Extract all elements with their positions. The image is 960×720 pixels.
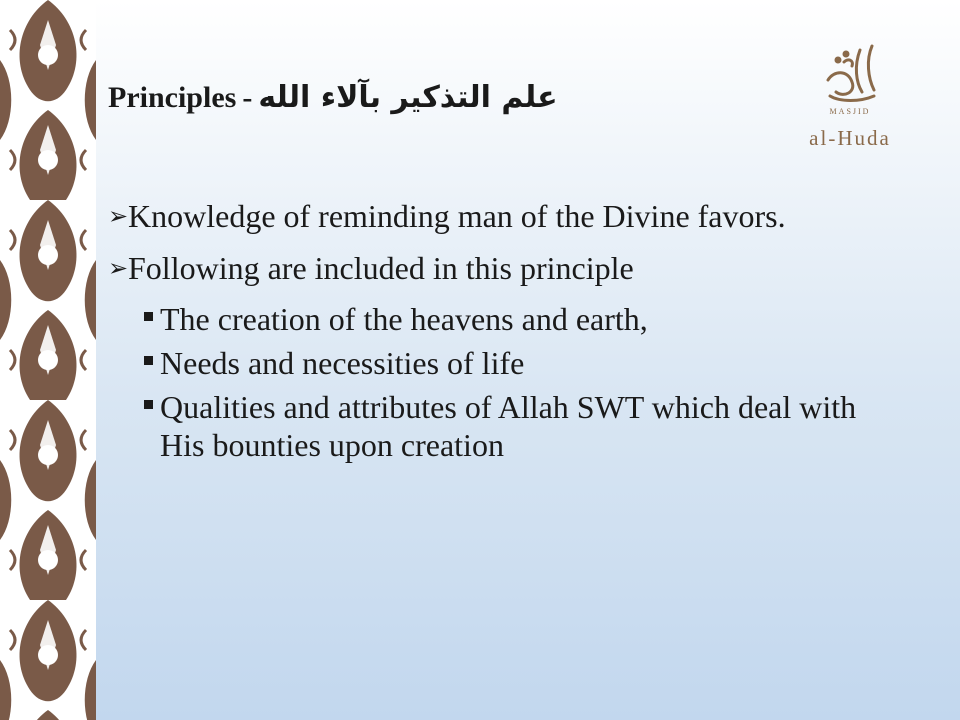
logo-brand-name: al-Huda	[809, 126, 891, 150]
square-bullet-icon	[144, 400, 153, 409]
square-bullet-icon	[144, 312, 153, 321]
list-item	[108, 196, 908, 236]
sub-list-item-text: Qualities and attributes of Allah SWT which deal with His bounties upon creation	[160, 389, 857, 463]
list-item	[108, 248, 908, 288]
sub-list-item	[108, 344, 908, 382]
sub-list-item-text: The creation of the heavens and earth,	[160, 301, 648, 337]
decorative-border-pattern	[0, 0, 96, 720]
slide-title	[108, 80, 768, 136]
list-item-text: Knowledge of reminding man of the Divine favors.	[128, 198, 786, 234]
title-english: Principles	[108, 81, 237, 114]
bullet-list	[108, 196, 908, 470]
arrow-bullet-icon: ➢	[108, 202, 129, 230]
logo-masjid-text: MASJID	[829, 107, 871, 116]
sub-list-item	[108, 388, 908, 464]
square-bullet-icon	[144, 356, 153, 365]
masjid-logo	[800, 40, 900, 152]
title-separator: -	[242, 81, 253, 114]
title-arabic: علم التذكير بآلاء الله	[258, 80, 558, 115]
calligraphy-logo-icon	[800, 40, 900, 110]
arrow-bullet-icon: ➢	[108, 254, 129, 282]
sub-list-item	[108, 300, 908, 338]
sub-list-item-text: Needs and necessities of life	[160, 345, 525, 381]
list-item-text: Following are included in this principle	[128, 250, 634, 286]
